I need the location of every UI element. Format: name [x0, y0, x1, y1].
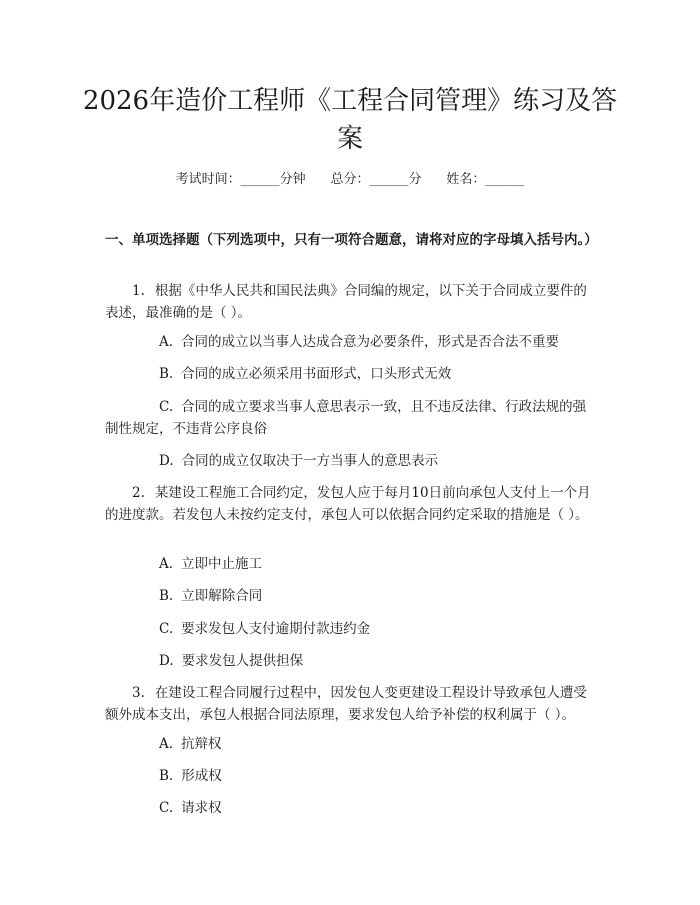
exam-meta-line	[0, 168, 700, 187]
option-text: 形成权	[181, 768, 222, 784]
question-3	[105, 682, 595, 726]
option-text: 合同的成立仅取决于一方当事人的意思表示	[181, 453, 439, 469]
question-text: 某建设工程施工合同约定，发包人应于每月10日前向承包人支付上一个月的进度款。若发包人未按约定支付，承包人可以依据合同约定采取的措施是（ ）。	[105, 485, 591, 523]
option-letter: D.	[159, 653, 174, 669]
question-2-option-c	[105, 618, 595, 640]
question-3-option-a	[105, 733, 595, 755]
option-text: 立即解除合同	[181, 588, 263, 604]
document-title: 2026年造价工程师《工程合同管理》练习及答案	[82, 86, 618, 154]
option-letter: A.	[159, 334, 174, 350]
option-letter: A.	[159, 736, 174, 752]
question-1	[105, 280, 595, 324]
section-heading: 一、单项选择题（下列选项中，只有一项符合题意，请将对应的字母填入括号内。）	[105, 232, 598, 248]
question-text: 在建设工程合同履行过程中，因发包人变更建设工程设计导致承包人遭受额外成本支出，承包人根据合同法原理，要求发包人给予补偿的权利属于（ ）。	[105, 685, 587, 723]
score-label: 总分：	[330, 172, 370, 187]
score-unit: 分	[408, 172, 422, 187]
time-label: 考试时间：	[175, 172, 241, 187]
question-2	[105, 482, 595, 526]
question-text: 根据《中华人民共和国民法典》合同编的规定，以下关于合同成立要件的表述，最准确的是（ ）。	[105, 283, 587, 321]
question-1-option-a	[105, 331, 595, 353]
option-text: 合同的成立以当事人达成合意为必要条件，形式是否合法不重要	[181, 334, 560, 350]
question-1-option-d	[105, 450, 595, 472]
option-text: 要求发包人支付逾期付款违约金	[181, 621, 371, 637]
time-unit: 分钟	[279, 172, 306, 187]
name-label: 姓名：	[446, 172, 486, 187]
option-letter: B.	[159, 366, 174, 382]
question-number: 1.	[132, 283, 145, 299]
option-letter: B.	[159, 588, 174, 604]
option-text: 抗辩权	[181, 736, 222, 752]
question-number: 3.	[132, 685, 145, 701]
option-letter: C.	[159, 800, 174, 816]
question-2-option-d	[105, 650, 595, 672]
score-blank: ______	[369, 172, 409, 187]
option-letter: C.	[159, 621, 174, 637]
option-text: 要求发包人提供担保	[181, 653, 304, 669]
option-text: 合同的成立要求当事人意思表示一致，且不违反法律、行政法规的强制性规定，不违背公序良俗	[105, 399, 587, 437]
option-letter: A.	[159, 556, 174, 572]
question-3-option-b	[105, 765, 595, 787]
question-number: 2.	[132, 485, 145, 501]
option-letter: C.	[159, 399, 174, 415]
option-text: 合同的成立必须采用书面形式，口头形式无效	[181, 366, 452, 382]
time-blank: ______	[240, 172, 280, 187]
question-2-option-a	[105, 553, 595, 575]
question-2-option-b	[105, 585, 595, 607]
option-letter: B.	[159, 768, 174, 784]
question-3-option-c	[105, 797, 595, 819]
option-letter: D.	[159, 453, 174, 469]
question-1-option-c	[105, 396, 595, 440]
option-text: 立即中止施工	[181, 556, 263, 572]
question-1-option-b	[105, 363, 595, 385]
name-blank: ______	[485, 172, 525, 187]
option-text: 请求权	[181, 800, 222, 816]
